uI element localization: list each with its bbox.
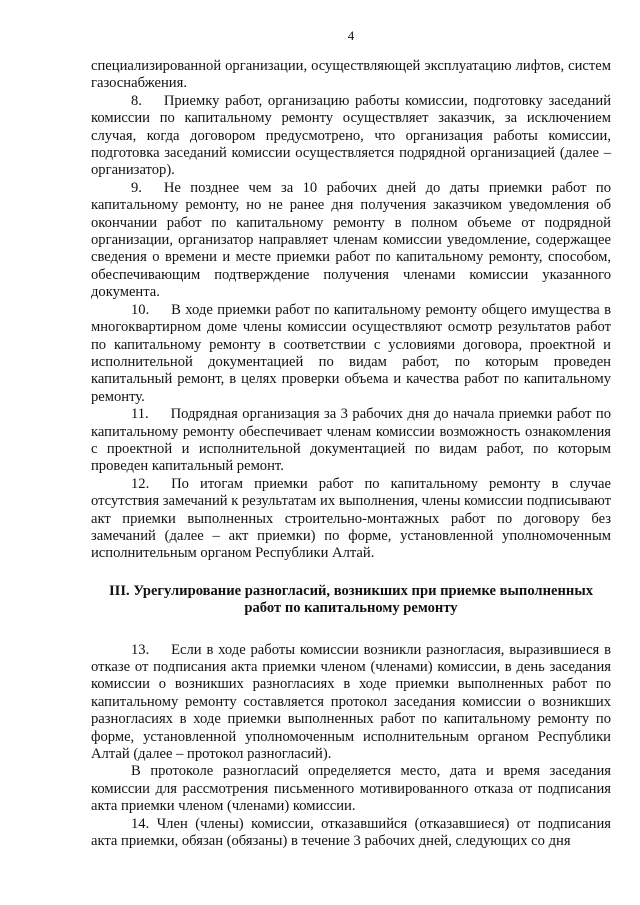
page-number: 4 (347, 28, 355, 43)
paragraph-10: 10. В ходе приемки работ по капитальному ремонту общего имущества в многоквартирном доме члены комиссии осуществляют осмотр результатов работ по капитальному ремонту в соответствии с условиями договора, проектной и исполнительной документацией по видам работ, по которым проведен капитальный ремонт, в целях проверки объема и качества работ по капитальному ремонту. (91, 301, 611, 405)
paragraph-13: 13. Если в ходе работы комиссии возникли разногласия, выразившиеся в отказе от подписания акта приемки членом (членами) комиссии, в день заседания комиссии о возникших разногласиях в ходе приемки выполненных работ по капитальному ремонту составляется протокол заседания комиссии о возникших разногласиях в ходе приемки выполненных работ по капитальному ремонту по форме, установленной уполномоченным исполнительным органом Республики Алтай (далее – протокол разногласий). (91, 641, 611, 763)
paragraph-12: 12. По итогам приемки работ по капитальному ремонту в случае отсутствия замечаний к результатам их выполнения, члены комиссии подписывают акт приемки выполненных строительно-монтажных работ по договору без замечаний (далее – акт приемки) по форме, установленной уполномоченным исполнительным органом Республики Алтай. (91, 475, 611, 562)
section-heading: III. Урегулирование разногласий, возникших при приемке выполненных работ по капитальному ремонту (108, 582, 594, 617)
paragraph-11: 11. Подрядная организация за 3 рабочих дня до начала приемки работ по капитальному ремонту обеспечивает членам комиссии возможность ознакомления с проектной и исполнительной документацией по видам работ, по которым проведен капитальный ремонт. (91, 406, 611, 475)
paragraph-9: 9. Не позднее чем за 10 рабочих дней до даты приемки работ по капитальному ремонту, но не ранее дня получения заказчиком уведомления об окончании работ по капитальному ремонту в полном объеме от подрядной организации, организатор направляет членам комиссии уведомление, содержащее сведения о времени и месте приемки работ по капитальному ремонту, способом, обеспечивающим подтверждение получения членами комиссии указанного документа. (91, 179, 611, 301)
paragraph-13-continued: В протоколе разногласий определяется место, дата и время заседания комиссии для рассмотрения письменного мотивированного отказа от подписания акта приемки членом (членами) комиссии. (91, 763, 611, 815)
paragraph-8: 8. Приемку работ, организацию работы комиссии, подготовку заседаний комиссии по капитальному ремонту осуществляет заказчик, за исключением случая, когда договором предусмотрено, что организация работы комиссии, подготовка заседаний комиссии осуществляется подрядной организацией (далее – организатор). (91, 92, 611, 179)
paragraph-14: 14. Член (члены) комиссии, отказавшийся (отказавшиеся) от подписания акта приемки, обязан (обязаны) в течение 3 рабочих дней, следующих со дня (91, 815, 611, 850)
paragraph-continuation: специализированной организации, осуществляющей эксплуатацию лифтов, систем газоснабжения. (91, 58, 611, 92)
